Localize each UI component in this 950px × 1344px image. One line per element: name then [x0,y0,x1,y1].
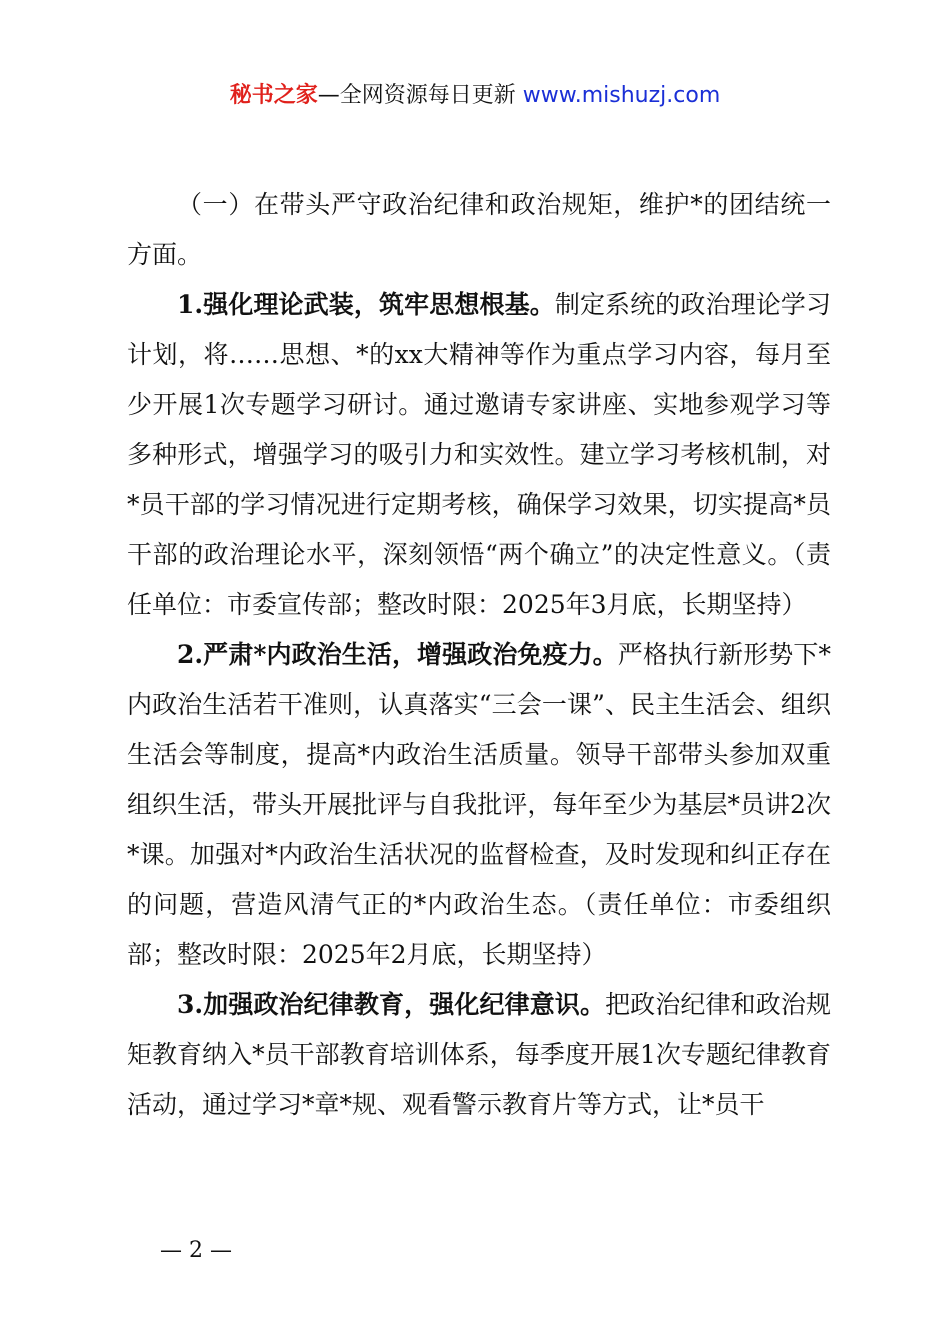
paragraph-item-3 [127,980,831,1130]
document-body [127,180,831,1130]
paragraph-item-2 [127,630,831,980]
site-url: www.mishuzj.com [522,83,721,108]
page-number: — 2 — [160,1238,232,1263]
item-1-lead: 1.强化理论武装，筑牢思想根基。 [177,290,555,319]
section-heading: （一）在带头严守政治纪律和政治规矩，维护*的团结统一方面。 [127,190,831,269]
header-tagline: —全网资源每日更新 [317,83,523,108]
item-2-body: 严格执行新形势下*内政治生活若干准则，认真落实“三会一课”、民主生活会、组织生活会等制度，提高*内政治生活质量。领导干部带头参加双重组织生活，带头开展批评与自我批评，每年至少为基层*员讲2次*课。加强对*内政治生活状况的监督检查，及时发现和纠正存在的问题，营造风清气正的*内政治生态。（责任单位：市委组织部；整改时限：2025年2月底，长期坚持） [127,640,831,969]
item-3-lead: 3.加强政治纪律教育，强化纪律意识。 [177,990,606,1019]
watermark-header [0,80,950,112]
paragraph-item-1 [127,280,831,630]
item-1-body: 制定系统的政治理论学习计划，将……思想、*的xx大精神等作为重点学习内容，每月至少开展1次专题学习研讨。通过邀请专家讲座、实地参观学习等多种形式，增强学习的吸引力和实效性。建立学习考核机制，对*员干部的学习情况进行定期考核，确保学习效果，切实提高*员干部的政治理论水平，深刻领悟“两个确立”的决定性意义。（责任单位：市委宣传部；整改时限：2025年3月底，长期坚持） [127,290,831,619]
brand-name: 秘书之家 [229,83,318,108]
item-2-lead: 2.严肃*内政治生活，增强政治免疫力。 [177,640,618,669]
item-3-body: 把政治纪律和政治规矩教育纳入*员干部教育培训体系，每季度开展1次专题纪律教育活动，通过学习*章*规、观看警示教育片等方式，让*员干 [127,990,831,1119]
